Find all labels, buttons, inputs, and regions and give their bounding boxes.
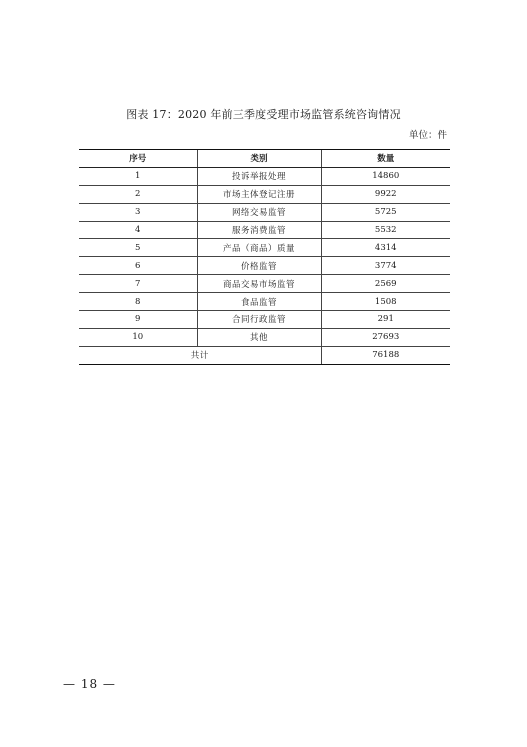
row-count: 1508 bbox=[321, 293, 450, 311]
table-row bbox=[79, 239, 450, 257]
row-count: 27693 bbox=[321, 328, 450, 346]
header-count: 数量 bbox=[321, 150, 450, 168]
row-no: 6 bbox=[79, 257, 197, 275]
table-row bbox=[79, 311, 450, 329]
row-category: 网络交易监管 bbox=[197, 203, 321, 221]
table-total-row bbox=[79, 346, 450, 364]
table-row bbox=[79, 328, 450, 346]
row-count: 2569 bbox=[321, 275, 450, 293]
page-number: — 18 — bbox=[63, 677, 116, 691]
row-category: 其他 bbox=[197, 328, 321, 346]
row-no: 4 bbox=[79, 221, 197, 239]
row-no: 3 bbox=[79, 203, 197, 221]
row-no: 10 bbox=[79, 328, 197, 346]
table-row bbox=[79, 203, 450, 221]
row-count: 3774 bbox=[321, 257, 450, 275]
row-no: 9 bbox=[79, 311, 197, 329]
row-category: 合同行政监管 bbox=[197, 311, 321, 329]
table-row bbox=[79, 293, 450, 311]
table-row bbox=[79, 257, 450, 275]
row-count: 4314 bbox=[321, 239, 450, 257]
row-category: 投诉举报处理 bbox=[197, 167, 321, 185]
row-no: 5 bbox=[79, 239, 197, 257]
row-no: 7 bbox=[79, 275, 197, 293]
row-category: 食品监管 bbox=[197, 293, 321, 311]
header-no: 序号 bbox=[79, 150, 197, 168]
total-label: 共计 bbox=[79, 346, 321, 364]
row-count: 5725 bbox=[321, 203, 450, 221]
row-no: 8 bbox=[79, 293, 197, 311]
row-no: 2 bbox=[79, 185, 197, 203]
row-count: 14860 bbox=[321, 167, 450, 185]
row-count: 9922 bbox=[321, 185, 450, 203]
unit-label: 单位：件 bbox=[408, 130, 447, 141]
row-category: 市场主体登记注册 bbox=[197, 185, 321, 203]
table-row bbox=[79, 221, 450, 239]
row-count: 5532 bbox=[321, 221, 450, 239]
table-row bbox=[79, 167, 450, 185]
row-category: 服务消费监管 bbox=[197, 221, 321, 239]
consultation-table bbox=[79, 149, 450, 365]
table-row bbox=[79, 275, 450, 293]
table-row bbox=[79, 185, 450, 203]
row-count: 291 bbox=[321, 311, 450, 329]
row-category: 商品交易市场监管 bbox=[197, 275, 321, 293]
row-category: 价格监管 bbox=[197, 257, 321, 275]
table-header-row bbox=[79, 150, 450, 168]
row-no: 1 bbox=[79, 167, 197, 185]
header-category: 类别 bbox=[197, 150, 321, 168]
total-value: 76188 bbox=[321, 346, 450, 364]
table-title: 图表 17：2020 年前三季度受理市场监管系统咨询情况 bbox=[126, 108, 401, 121]
row-category: 产品（商品）质量 bbox=[197, 239, 321, 257]
